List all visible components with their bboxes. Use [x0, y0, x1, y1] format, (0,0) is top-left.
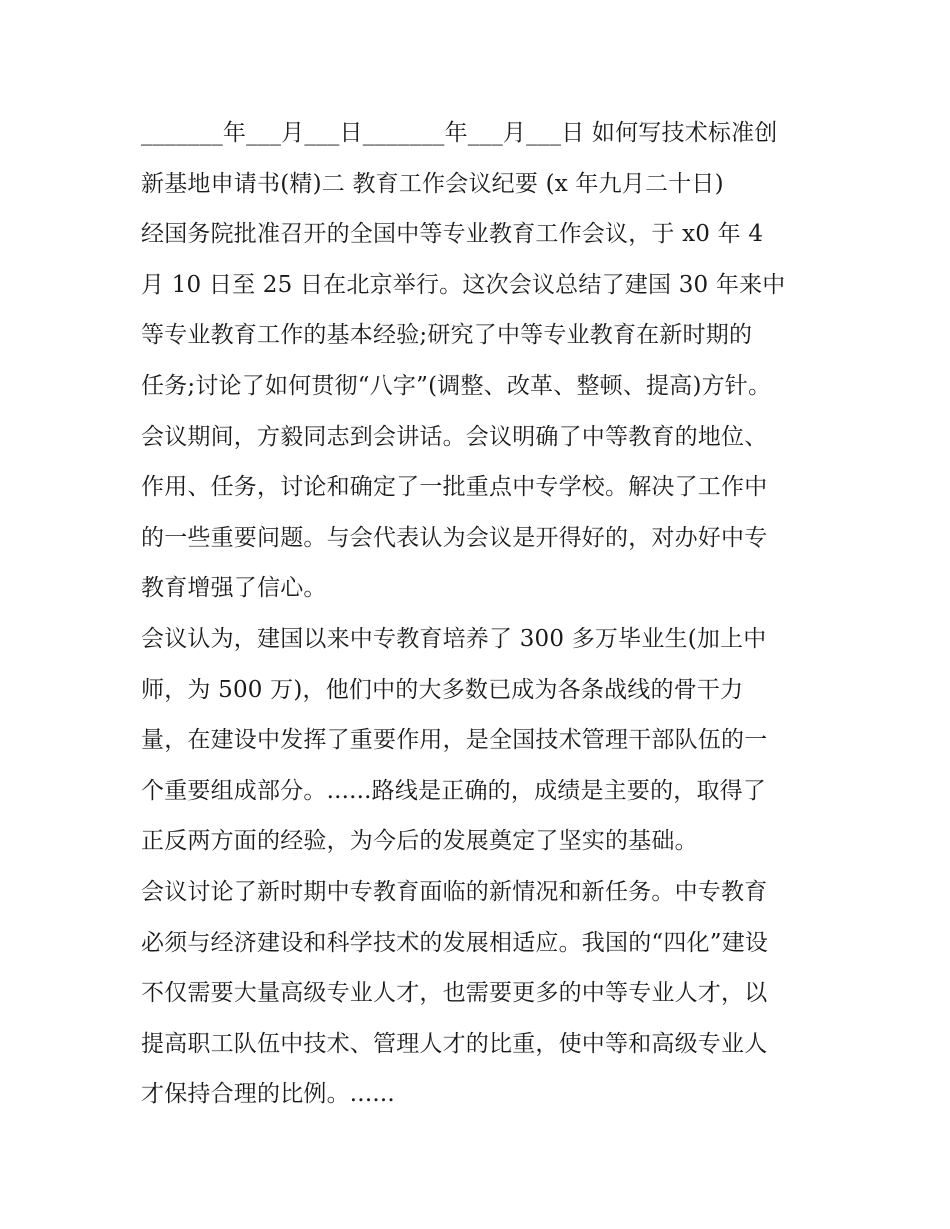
text-line: 经国务院批准召开的全国中等专业教育工作会议，于 x0 年 4	[141, 221, 764, 248]
text-line: 必须与经济建设和科学技术的发展相适应。我国的“四化”建设	[141, 929, 769, 956]
text-line: 会议讨论了新时期中专教育面临的新情况和新任务。中专教育	[141, 878, 768, 905]
text-line: 提高职工队伍中技术、管理人才的比重，使中等和高级专业人	[141, 1030, 768, 1057]
text-line: _______年___月___日_______年___月___日 如何写技术标准创	[141, 120, 778, 146]
text-line: 的一些重要问题。与会代表认为会议是开得好的，对办好中专	[141, 524, 768, 551]
text-line: 新基地申请书(精)二 教育工作会议纪要 (x 年九月二十日)	[141, 170, 724, 197]
text-line: 才保持合理的比例。......	[141, 1081, 395, 1108]
text-line: 量，在建设中发挥了重要作用，是全国技术管理干部队伍的一	[141, 727, 768, 754]
text-line: 作用、任务，讨论和确定了一批重点中专学校。解决了工作中	[141, 474, 768, 501]
text-line: 会议期间，方毅同志到会讲话。会议明确了中等教育的地位、	[141, 423, 768, 450]
text-line: 任务;讨论了如何贯彻“八字”(调整、改革、整顿、提高)方针。	[141, 372, 772, 399]
text-line: 教育增强了信心。	[141, 575, 327, 602]
text-line: 等专业教育工作的基本经验;研究了中等专业教育在新时期的	[141, 322, 753, 349]
text-line: 正反两方面的经验，为今后的发展奠定了坚实的基础。	[141, 828, 698, 855]
text-line: 月 10 日至 25 日在北京举行。这次会议总结了建国 30 年来中	[141, 271, 786, 298]
text-line: 师，为 500 万)，他们中的大多数已成为各条战线的骨干力	[141, 676, 744, 703]
text-line: 个重要组成部分。......路线是正确的，成绩是主要的，取得了	[141, 777, 767, 804]
text-line: 会议认为，建国以来中专教育培养了 300 多万毕业生(加上中	[141, 625, 767, 652]
document-body	[141, 108, 821, 1120]
text-line: 不仅需要大量高级专业人才，也需要更多的中等专业人才，以	[141, 980, 768, 1007]
